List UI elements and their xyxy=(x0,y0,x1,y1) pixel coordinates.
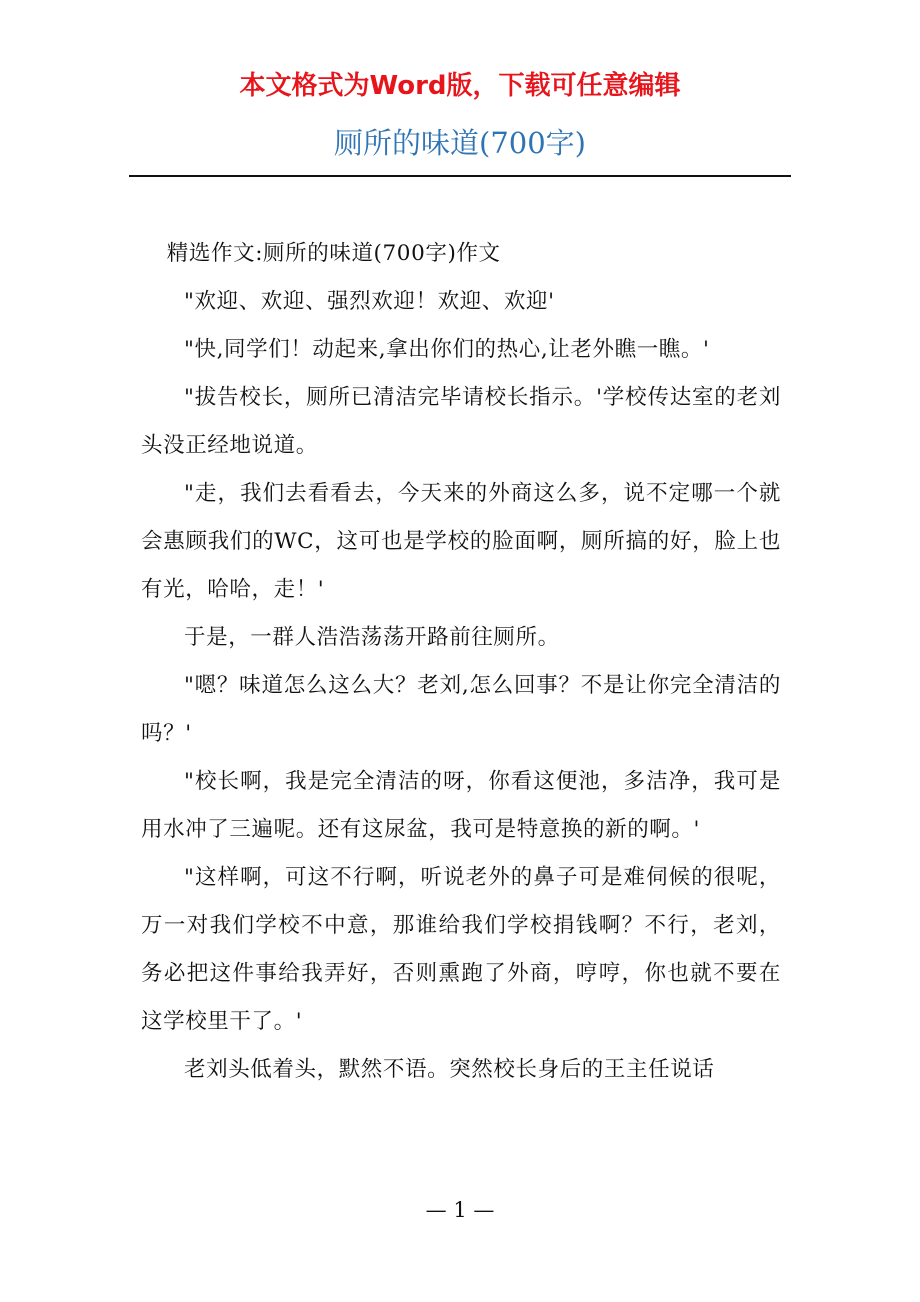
paragraph: 老刘头低着头，默然不语。突然校长身后的王主任说话 xyxy=(184,1057,715,1082)
download-notice-banner: 本文格式为Word版，下载可任意编辑 xyxy=(239,71,681,101)
paragraph: "拔告校长，厕所已清洁完毕请校长指示。'学校传达室的老刘头没正经地说道。 xyxy=(141,385,781,458)
paragraph: "嗯？味道怎么这么大？老刘,怎么回事？不是让你完全清洁的吗？' xyxy=(141,673,781,746)
document-title: 厕所的味道(700字) xyxy=(334,126,586,160)
paragraph: "这样啊，可这不行啊，听说老外的鼻子可是难伺候的很呢，万一对我们学校不中意，那谁给我们学校捐钱啊？不行，老刘，务必把这件事给我弄好，否则熏跑了外商，哼哼，你也就不要在这学校里干了。' xyxy=(141,865,781,1034)
paragraph: 精选作文:厕所的味道(700字)作文 xyxy=(166,241,501,266)
paragraph: "走，我们去看看去，今天来的外商这么多，说不定哪一个就会惠顾我们的WC，这可也是学校的脸面啊，厕所搞的好，脸上也有光，哈哈，走！' xyxy=(141,481,781,602)
document-body xyxy=(141,230,781,1094)
paragraph: "快,同学们！动起来,拿出你们的热心,让老外瞧一瞧。' xyxy=(184,337,710,362)
paragraph: 于是，一群人浩浩荡荡开路前往厕所。 xyxy=(184,625,560,650)
title-divider xyxy=(129,175,791,177)
paragraph: "校长啊，我是完全清洁的呀，你看这便池，多洁净，我可是用水冲了三遍呢。还有这尿盆，我可是特意换的新的啊。' xyxy=(141,769,781,842)
paragraph: "欢迎、欢迎、强烈欢迎！欢迎、欢迎' xyxy=(184,289,555,314)
page-number: — 1 — xyxy=(425,1198,495,1222)
